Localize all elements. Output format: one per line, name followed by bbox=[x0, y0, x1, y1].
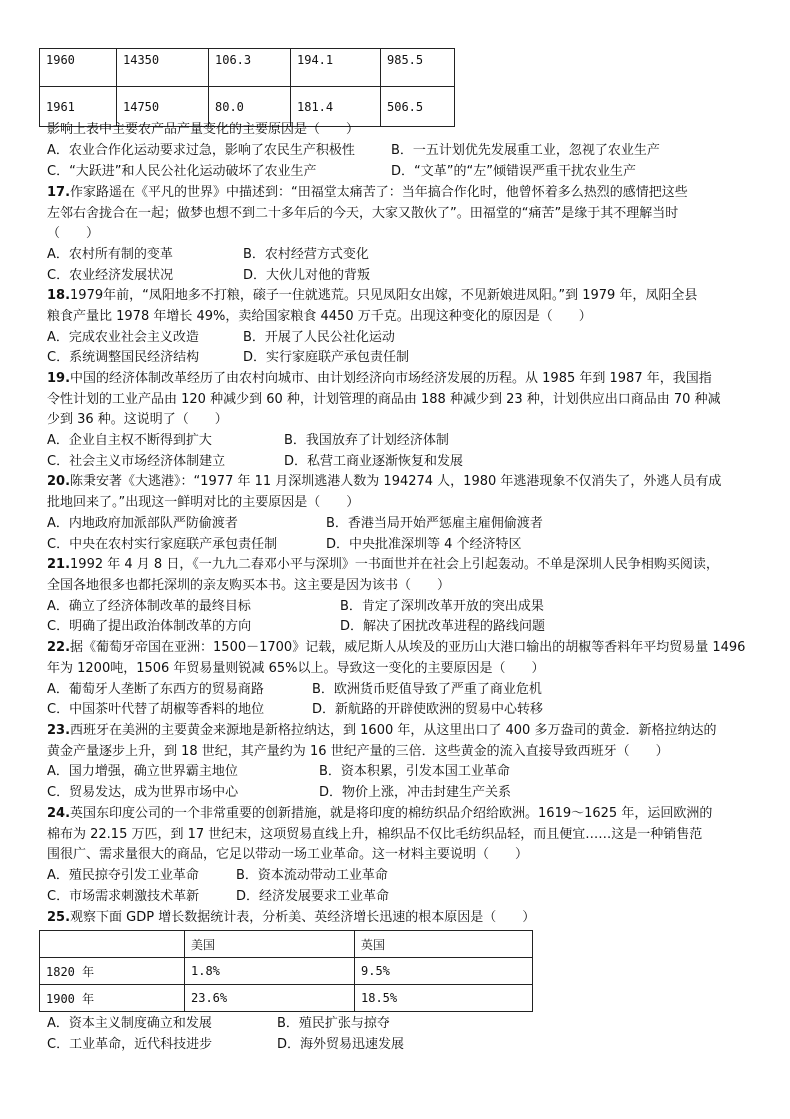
q24-option-b: B．资本流动带动工业革命 bbox=[236, 868, 388, 883]
q20-option-b: B．香港当局开始严惩雇主雇佣偷渡者 bbox=[326, 516, 543, 531]
q16-option-d: D．“文革”的“左”倾错误严重干扰农业生产 bbox=[391, 164, 636, 179]
stem-text: 据《葡萄牙帝国在亚洲：1500－1700》记载，威尼斯人从埃及的亚历山大港口输出的胡椒等香料年平均贸易量 1496 bbox=[70, 640, 746, 655]
table-cell: 美国 bbox=[185, 931, 355, 958]
table-cell: 9.5% bbox=[355, 958, 533, 985]
q19-option-a: A．企业自主权不断得到扩大 bbox=[47, 433, 212, 448]
table-header-row bbox=[40, 931, 533, 958]
stem-text: 1992 年 4 月 8 日，《一九九二春邓小平与深圳》一书面世并在社会上引起轰动。不单是深圳人民争相购买阅读， bbox=[70, 557, 719, 572]
q19-option-b: B．我国放弃了计划经济体制 bbox=[284, 433, 449, 448]
q19-option-c: C．社会主义市场经济体制建立 bbox=[47, 454, 226, 469]
q20-option-a: A．内地政府加派部队严防偷渡者 bbox=[47, 516, 238, 531]
q22-stem-line-1 bbox=[47, 640, 745, 656]
q25-option-c: C．工业革命，近代科技进步 bbox=[47, 1037, 213, 1052]
q19-option-d: D．私营工商业逐渐恢复和发展 bbox=[284, 454, 464, 469]
q23-stem-line-2: 黄金产量逐步上升，到 18 世纪，其产量约为 16 世纪产量的三倍．这些黄金的流入直接导致西班牙（ ） bbox=[47, 744, 669, 759]
q21-option-c: C．明确了提出政治体制改革的方向 bbox=[47, 619, 252, 634]
table-cell: 194.1 bbox=[291, 49, 381, 87]
q20-option-c: C．中央在农村实行家庭联产承包责任制 bbox=[47, 537, 278, 552]
question-number: 25. bbox=[47, 910, 71, 925]
q17-stem-line-2: 左邻右舍拢合在一起；做梦也想不到二十多年后的今天，大家又散伙了”。田福堂的“痛苦”是缘于其不理解当时 bbox=[47, 206, 679, 221]
table-row bbox=[40, 87, 455, 127]
table-cell: 1900 年 bbox=[40, 985, 185, 1012]
table-row bbox=[40, 49, 455, 87]
q23-option-c: C．贸易发达，成为世界市场中心 bbox=[47, 785, 239, 800]
q24-stem-line-1 bbox=[47, 806, 712, 822]
table-cell: 1.8% bbox=[185, 958, 355, 985]
q21-option-d: D．解决了困扰改革进程的路线问题 bbox=[340, 619, 546, 634]
q25-option-d: D．海外贸易迅速发展 bbox=[277, 1037, 405, 1052]
q18-stem-line-2: 粮食产量比 1978 年增长 49%，卖给国家粮食 4450 万千克。出现这种变化的原因是（ ） bbox=[47, 309, 592, 324]
q19-stem-line-2: 令性计划的工业产品由 120 种减少到 60 种，计划管理的商品由 188 种减少到 23 种，计划供应出口商品由 70 种减 bbox=[47, 392, 721, 407]
table-cell: 英国 bbox=[355, 931, 533, 958]
q16-option-b: B．一五计划优先发展重工业，忽视了农业生产 bbox=[391, 143, 660, 158]
q18-option-b: B．开展了人民公社化运动 bbox=[243, 330, 395, 345]
q17-option-a: A．农村所有制的变革 bbox=[47, 247, 173, 262]
question-number: 22. bbox=[47, 640, 71, 655]
stem-text: 陈秉安著《大逃港》：“1977 年 11 月深圳逃港人数为 194274 人，1980 年逃港现象不仅消失了，外逃人员有成 bbox=[70, 474, 722, 489]
q18-option-a: A．完成农业社会主义改造 bbox=[47, 330, 199, 345]
q24-stem-line-3: 围很广、需求量很大的商品，它足以带动一场工业革命。这一材料主要说明（ ） bbox=[47, 847, 529, 862]
q25-option-a: A．资本主义制度确立和发展 bbox=[47, 1016, 212, 1031]
q17-stem-line-1 bbox=[47, 185, 688, 201]
q21-stem-line-2: 全国各地很多也都托深圳的亲友购买本书。这主要是因为该书（ ） bbox=[47, 578, 451, 593]
q18-stem-line-1 bbox=[47, 288, 697, 304]
table-cell: 14750 bbox=[117, 87, 209, 127]
stem-text: 作家路遥在《平凡的世界》中描述到：“田福堂太痛苦了：当年搞合作化时，他曾怀着多么热烈的感情把这些 bbox=[70, 185, 688, 200]
q19-stem-line-3: 少到 36 种。这说明了（ ） bbox=[47, 412, 228, 427]
q17-option-d: D．大伙儿对他的背叛 bbox=[243, 268, 371, 283]
q18-option-d: D．实行家庭联产承包责任制 bbox=[243, 350, 410, 365]
table-cell: 23.6% bbox=[185, 985, 355, 1012]
q22-option-c: C．中国茶叶代替了胡椒等香料的地位 bbox=[47, 702, 265, 717]
q20-option-d: D．中央批准深圳等 4 个经济特区 bbox=[326, 537, 522, 552]
q22-stem-line-2: 年为 1200吨，1506 年贸易量则锐减 65%以上。导致这一变化的主要原因是（ ） bbox=[47, 661, 545, 676]
table-cell: 181.4 bbox=[291, 87, 381, 127]
table-cell: 106.3 bbox=[209, 49, 291, 87]
q22-option-a: A．葡萄牙人垄断了东西方的贸易商路 bbox=[47, 682, 264, 697]
question-number: 19. bbox=[47, 371, 71, 386]
table-cell: 18.5% bbox=[355, 985, 533, 1012]
table-row bbox=[40, 958, 533, 985]
q23-option-a: A．国力增强，确立世界霸主地位 bbox=[47, 764, 238, 779]
table-row bbox=[40, 985, 533, 1012]
stem-text: 英国东印度公司的一个非常重要的创新措施，就是将印度的棉纺织品介绍给欧洲。1619～1625 年，运回欧洲的 bbox=[70, 806, 713, 821]
q21-stem-line-1 bbox=[47, 557, 719, 573]
question-number: 21. bbox=[47, 557, 71, 572]
question-number: 18. bbox=[47, 288, 71, 303]
question-number: 24. bbox=[47, 806, 71, 821]
question-number: 20. bbox=[47, 474, 71, 489]
stem-text: 1979年前，“凤阳地多不打粮，磙子一住就逃荒。只见凤阳女出嫁，不见新娘进凤阳。”到 1979 年，凤阳全县 bbox=[70, 288, 698, 303]
q22-option-b: B．欧洲货币贬值导致了严重了商业危机 bbox=[312, 682, 542, 697]
gdp-table bbox=[39, 930, 533, 1012]
question-number: 23. bbox=[47, 723, 71, 738]
table-cell: 1820 年 bbox=[40, 958, 185, 985]
q24-option-c: C．市场需求刺激技术革新 bbox=[47, 889, 200, 904]
q19-stem-line-1 bbox=[47, 371, 712, 387]
q17-option-c: C．农业经济发展状况 bbox=[47, 268, 174, 283]
stem-text: 西班牙在美洲的主要黄金来源地是新格拉纳达，到 1600 年，从这里出口了 400 多万盎司的黄金．新格拉纳达的 bbox=[70, 723, 717, 738]
stem-text: 观察下面 GDP 增长数据统计表，分析美、英经济增长迅速的根本原因是（ ） bbox=[70, 910, 536, 925]
table-cell: 1961 bbox=[40, 87, 117, 127]
q21-option-a: A．确立了经济体制改革的最终目标 bbox=[47, 599, 251, 614]
q23-option-d: D．物价上涨，冲击封建生产关系 bbox=[319, 785, 512, 800]
question-number: 17. bbox=[47, 185, 71, 200]
q16-option-a: A．农业合作化运动要求过急，影响了农民生产积极性 bbox=[47, 143, 355, 158]
q18-option-c: C．系统调整国民经济结构 bbox=[47, 350, 200, 365]
production-table bbox=[39, 48, 455, 127]
q16-stem: 影响上表中主要农产品产量变化的主要原因是（ ） bbox=[47, 122, 360, 137]
table-cell bbox=[40, 931, 185, 958]
table-cell: 1960 bbox=[40, 49, 117, 87]
table-cell: 985.5 bbox=[381, 49, 455, 87]
q20-stem-line-1 bbox=[47, 474, 721, 490]
q25-stem bbox=[47, 910, 535, 926]
table-cell: 506.5 bbox=[381, 87, 455, 127]
stem-text: 中国的经济体制改革经历了由农村向城市、由计划经济向市场经济发展的历程。从 1985 年到 1987 年，我国指 bbox=[70, 371, 712, 386]
q22-option-d: D．新航路的开辟使欧洲的贸易中心转移 bbox=[312, 702, 544, 717]
q24-option-d: D．经济发展要求工业革命 bbox=[236, 889, 390, 904]
q24-stem-line-2: 棉布为 22.15 万匹，到 17 世纪末，这项贸易直线上升，棉织品不仅比毛纺织品轻，而且便宜……这是一种销售范 bbox=[47, 827, 703, 842]
q17-option-b: B．农村经营方式变化 bbox=[243, 247, 369, 262]
q24-option-a: A．殖民掠夺引发工业革命 bbox=[47, 868, 199, 883]
q21-option-b: B．肯定了深圳改革开放的突出成果 bbox=[340, 599, 544, 614]
q16-option-c: C．“大跃进”和人民公社化运动破坏了农业生产 bbox=[47, 164, 317, 179]
table-cell: 80.0 bbox=[209, 87, 291, 127]
q20-stem-line-2: 批地回来了。”出现这一鲜明对比的主要原因是（ ） bbox=[47, 495, 360, 510]
q23-option-b: B．资本积累，引发本国工业革命 bbox=[319, 764, 510, 779]
q17-stem-line-3: （ ） bbox=[47, 226, 100, 241]
q25-option-b: B．殖民扩张与掠夺 bbox=[277, 1016, 390, 1031]
table-cell: 14350 bbox=[117, 49, 209, 87]
q23-stem-line-1 bbox=[47, 723, 716, 739]
